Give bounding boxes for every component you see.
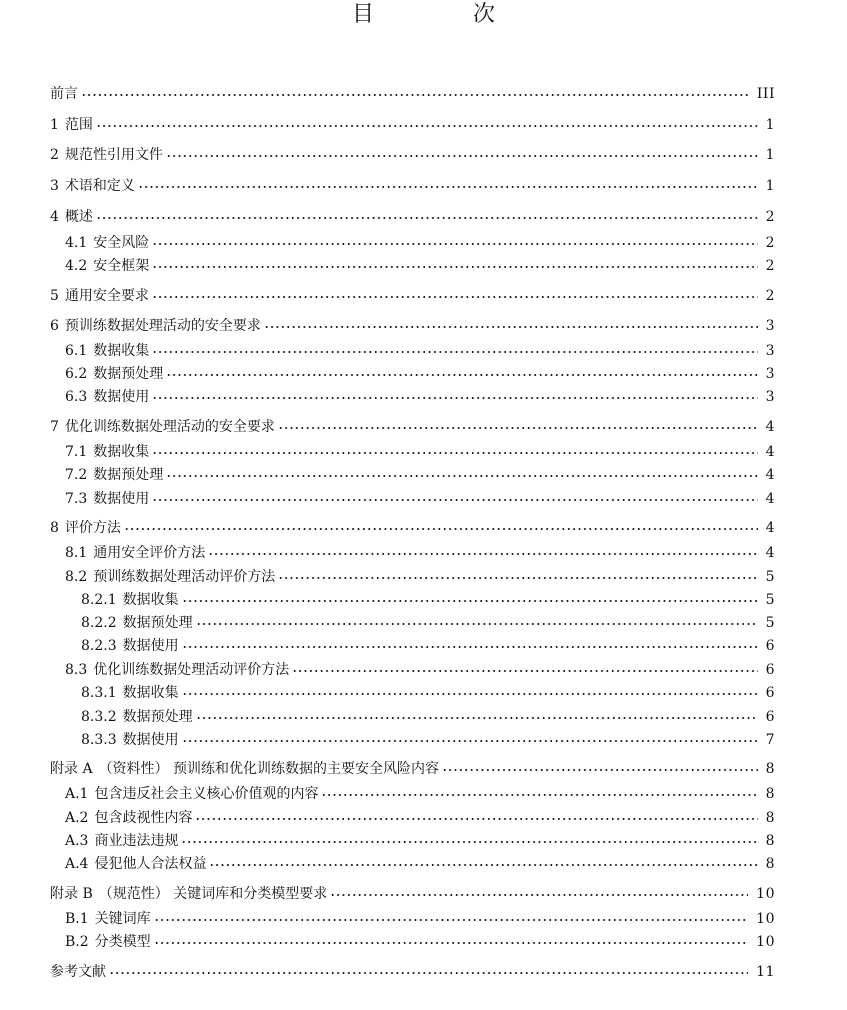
toc-page-number: 2 — [765, 258, 775, 274]
toc-entry-label — [65, 489, 152, 509]
toc-entry-number: 4.1 — [65, 235, 88, 251]
toc-entry-number: 7.3 — [65, 491, 88, 507]
toc-entry-label — [81, 636, 182, 656]
dot-leader — [152, 449, 757, 457]
toc-entry-7[interactable] — [50, 417, 775, 437]
toc-entry-label — [50, 962, 109, 982]
toc-entry-number: 8.2.1 — [81, 592, 117, 608]
toc-entry-text: 数据收集 — [122, 592, 179, 608]
toc-entry-text: 优化训练数据处理活动的安全要求 — [64, 419, 275, 435]
toc-entry-number: 7 — [50, 419, 59, 435]
toc-entry-3[interactable] — [50, 176, 775, 196]
toc-entry-number: A.4 — [65, 856, 89, 872]
toc-entry-number: 6.3 — [65, 389, 88, 405]
toc-page-number: 1 — [765, 147, 775, 163]
dot-leader — [81, 91, 749, 99]
toc-entry-number: 附录 A — [50, 761, 93, 777]
dot-leader — [152, 240, 757, 248]
toc-entry-number: B.2 — [65, 934, 89, 950]
toc-entry-label — [50, 145, 166, 165]
toc-entry-label — [50, 759, 442, 779]
toc-entry-label — [81, 590, 182, 610]
toc-page-number: 3 — [765, 389, 775, 405]
dot-leader — [166, 472, 757, 480]
toc-entry-text: 概述 — [64, 209, 93, 225]
toc-entry-8-3-2[interactable] — [81, 707, 775, 727]
toc-entry-text: 通用安全要求 — [64, 288, 149, 304]
toc-page-number: 2 — [765, 288, 775, 304]
toc-entry-text: 数据预处理 — [93, 467, 164, 483]
toc-page-number: 1 — [765, 117, 775, 133]
toc-entry-text: 安全风险 — [93, 235, 150, 251]
toc-entry-references[interactable] — [50, 962, 775, 982]
toc-page-number: 4 — [765, 491, 775, 507]
toc-entry-label — [65, 854, 209, 874]
toc-entry-label — [50, 84, 81, 104]
toc-entry-text: 商业违法违规 — [94, 833, 179, 849]
toc-entry-label — [65, 387, 152, 407]
toc-page-number: 4 — [765, 545, 775, 561]
toc-entry-8-3[interactable] — [65, 660, 775, 680]
toc-page-number: 2 — [765, 209, 775, 225]
toc-entry-b-1[interactable] — [65, 909, 775, 929]
toc-page-number: 10 — [756, 911, 775, 927]
toc-entry-text: 数据收集 — [93, 444, 150, 460]
toc-title: 目 次 — [352, 2, 541, 27]
toc-entry-foreword[interactable] — [50, 84, 775, 104]
toc-entry-number: 1 — [50, 117, 59, 133]
dot-leader — [264, 323, 758, 331]
toc-page-number: 3 — [765, 318, 775, 334]
toc-entry-label — [65, 660, 292, 680]
toc-entry-text: 分类模型 — [94, 934, 151, 950]
toc-entry-text: 通用安全评价方法 — [93, 545, 206, 561]
toc-page-number: 2 — [765, 235, 775, 251]
toc-entry-number: A.2 — [65, 810, 89, 826]
toc-entry-number: 6.2 — [65, 366, 88, 382]
toc-entry-7-2[interactable] — [65, 465, 775, 485]
toc-page-number: 11 — [756, 964, 775, 980]
toc-page-number: 6 — [765, 709, 775, 725]
toc-page-number: 8 — [765, 833, 775, 849]
dot-leader — [208, 550, 757, 558]
toc-entry-2[interactable] — [50, 145, 775, 165]
toc-entry-number: 8.3.1 — [81, 685, 117, 701]
dot-leader — [209, 861, 757, 869]
dot-leader — [152, 496, 757, 504]
toc-entry-label — [50, 417, 278, 437]
toc-page-number: 3 — [765, 366, 775, 382]
toc-entry-annex-a[interactable] — [50, 759, 775, 779]
toc-entry-label — [65, 256, 152, 276]
toc-entry-label — [65, 784, 321, 804]
toc-entry-a-4[interactable] — [65, 854, 775, 874]
dot-leader — [442, 766, 758, 774]
toc-entry-text: 数据使用 — [122, 638, 179, 654]
toc-page-number: 5 — [765, 615, 775, 631]
toc-entry-number: B.1 — [65, 911, 89, 927]
toc-entry-text: （资料性） 预训练和优化训练数据的主要安全风险内容 — [98, 761, 440, 777]
toc-entry-6-2[interactable] — [65, 364, 775, 384]
toc-entry-text: 包含违反社会主义核心价值观的内容 — [94, 786, 319, 802]
toc-entry-label — [81, 730, 182, 750]
dot-leader — [195, 815, 757, 823]
toc-page-number: 4 — [765, 467, 775, 483]
toc-entry-text: 数据预处理 — [122, 615, 193, 631]
toc-entry-text: （规范性） 关键词库和分类模型要求 — [98, 886, 328, 902]
toc-entry-number: 6.1 — [65, 343, 88, 359]
toc-entry-label — [65, 909, 154, 929]
toc-entry-8-2[interactable] — [65, 567, 775, 587]
toc-page-number: 5 — [765, 592, 775, 608]
toc-entry-text: 数据使用 — [122, 732, 179, 748]
toc-entry-text: 参考文献 — [50, 964, 106, 980]
toc-entry-number: 8.2.3 — [81, 638, 117, 654]
toc-entry-label — [65, 567, 278, 587]
toc-page-number: 6 — [765, 662, 775, 678]
toc-entry-text: 关键词库 — [94, 911, 151, 927]
toc-entry-text: 数据预处理 — [122, 709, 193, 725]
dot-leader — [166, 152, 758, 160]
toc-page-number: 6 — [765, 685, 775, 701]
dot-leader — [166, 371, 757, 379]
toc-page-number: 8 — [765, 761, 775, 777]
toc-entry-number: 8.1 — [65, 545, 88, 561]
toc-page-number: 7 — [765, 732, 775, 748]
toc-page-number: 5 — [765, 569, 775, 585]
toc-entry-text: 数据收集 — [122, 685, 179, 701]
toc-entry-number: 4 — [50, 209, 59, 225]
toc-entry-number: 8.3.3 — [81, 732, 117, 748]
toc-entry-number: 8.2 — [65, 569, 88, 585]
dot-leader — [278, 424, 758, 432]
toc-page-number: 4 — [765, 520, 775, 536]
dot-leader — [292, 667, 757, 675]
toc-page-number: 4 — [765, 444, 775, 460]
toc-entry-label — [81, 613, 196, 633]
toc-entry-number: 6 — [50, 318, 59, 334]
toc-entry-4[interactable] — [50, 207, 775, 227]
dot-leader — [138, 183, 758, 191]
toc-entry-number: 8.3 — [65, 662, 88, 678]
toc-entry-label — [65, 442, 152, 462]
toc-page-number: III — [756, 86, 775, 102]
dot-leader — [152, 293, 758, 301]
toc-entry-label — [65, 465, 166, 485]
toc-entry-number: 3 — [50, 178, 59, 194]
toc-entry-8-3-3[interactable] — [81, 730, 775, 750]
toc-entry-label — [50, 115, 96, 135]
toc-entry-text: 规范性引用文件 — [64, 147, 163, 163]
toc-entry-text: 预训练数据处理活动评价方法 — [93, 569, 276, 585]
toc-entry-number: 5 — [50, 288, 59, 304]
toc-entry-text: 数据使用 — [93, 491, 150, 507]
toc-entry-label — [65, 831, 181, 851]
toc-entry-8[interactable] — [50, 518, 775, 538]
dot-leader — [152, 394, 757, 402]
dot-leader — [152, 348, 757, 356]
toc-entry-label — [65, 543, 208, 563]
toc-entry-8-1[interactable] — [65, 543, 775, 563]
toc-entry-annex-b[interactable] — [50, 884, 775, 904]
dot-leader — [196, 714, 758, 722]
toc-entry-6-3[interactable] — [65, 387, 775, 407]
toc-entry-7-1[interactable] — [65, 442, 775, 462]
dot-leader — [182, 643, 758, 651]
toc-entry-label — [50, 176, 138, 196]
toc-entry-text: 侵犯他人合法权益 — [94, 856, 207, 872]
dot-leader — [278, 574, 757, 582]
toc-entry-6-1[interactable] — [65, 341, 775, 361]
toc-entry-number: 8.3.2 — [81, 709, 117, 725]
toc-entry-number: 4.2 — [65, 258, 88, 274]
toc-entry-7-3[interactable] — [65, 489, 775, 509]
dot-leader — [330, 891, 748, 899]
toc-entry-1[interactable] — [50, 115, 775, 135]
dot-leader — [154, 916, 749, 924]
toc-entry-text: 术语和定义 — [64, 178, 135, 194]
toc-entry-text: 范围 — [64, 117, 93, 133]
dot-leader — [152, 263, 757, 271]
toc-entry-label — [81, 683, 182, 703]
toc-entry-label — [50, 286, 152, 306]
toc-entry-number: 7.2 — [65, 467, 88, 483]
toc-entry-8-2-1[interactable] — [81, 590, 775, 610]
toc-entry-5[interactable] — [50, 286, 775, 306]
dot-leader — [182, 690, 758, 698]
toc-page-number: 1 — [765, 178, 775, 194]
dot-leader — [181, 838, 757, 846]
toc-entry-label — [65, 932, 154, 952]
toc-entry-text: 优化训练数据处理活动评价方法 — [93, 662, 290, 678]
toc-entry-number: 7.1 — [65, 444, 88, 460]
toc-entry-number: 附录 B — [50, 886, 93, 902]
toc-entry-a-3[interactable] — [65, 831, 775, 851]
toc-entry-text: 包含歧视性内容 — [94, 810, 193, 826]
toc-entry-label — [65, 233, 152, 253]
toc-entry-b-2[interactable] — [65, 932, 775, 952]
toc-page-number: 4 — [765, 419, 775, 435]
toc-entry-text: 预训练数据处理活动的安全要求 — [64, 318, 261, 334]
toc-entry-8-3-1[interactable] — [81, 683, 775, 703]
toc-entry-8-2-2[interactable] — [81, 613, 775, 633]
toc-entry-label — [50, 316, 264, 336]
toc-entry-a-2[interactable] — [65, 808, 775, 828]
dot-leader — [182, 597, 758, 605]
dot-leader — [154, 939, 749, 947]
toc-entry-number: A.1 — [65, 786, 89, 802]
toc-entry-8-2-3[interactable] — [81, 636, 775, 656]
toc-entry-4-1[interactable] — [65, 233, 775, 253]
toc-entry-6[interactable] — [50, 316, 775, 336]
toc-entry-text: 数据使用 — [93, 389, 150, 405]
dot-leader — [321, 791, 757, 799]
toc-entry-label — [65, 364, 166, 384]
toc-entry-label — [50, 518, 124, 538]
toc-page-number: 10 — [756, 934, 775, 950]
toc-entry-text: 安全框架 — [93, 258, 150, 274]
toc-entry-number: 2 — [50, 147, 59, 163]
toc-entry-label — [50, 207, 96, 227]
toc-entry-text: 评价方法 — [64, 520, 121, 536]
dot-leader — [96, 214, 758, 222]
toc-entry-number: 8 — [50, 520, 59, 536]
toc-entry-text: 前言 — [50, 86, 78, 102]
toc-page-number: 10 — [756, 886, 775, 902]
toc-page-number: 6 — [765, 638, 775, 654]
dot-leader — [109, 969, 748, 977]
toc-entry-text: 数据收集 — [93, 343, 150, 359]
dot-leader — [182, 737, 758, 745]
toc-entry-a-1[interactable] — [65, 784, 775, 804]
toc-entry-label — [65, 341, 152, 361]
toc-page-number: 8 — [765, 786, 775, 802]
toc-entry-number: A.3 — [65, 833, 89, 849]
toc-page-number: 8 — [765, 810, 775, 826]
toc-entry-label — [81, 707, 196, 727]
toc-entry-text: 数据预处理 — [93, 366, 164, 382]
dot-leader — [124, 525, 758, 533]
toc-entry-4-2[interactable] — [65, 256, 775, 276]
toc-entry-number: 8.2.2 — [81, 615, 117, 631]
dot-leader — [96, 122, 758, 130]
toc-entry-label — [65, 808, 195, 828]
toc-page-number: 8 — [765, 856, 775, 872]
dot-leader — [196, 620, 758, 628]
toc-page-number: 3 — [765, 343, 775, 359]
toc-entry-label — [50, 884, 330, 904]
